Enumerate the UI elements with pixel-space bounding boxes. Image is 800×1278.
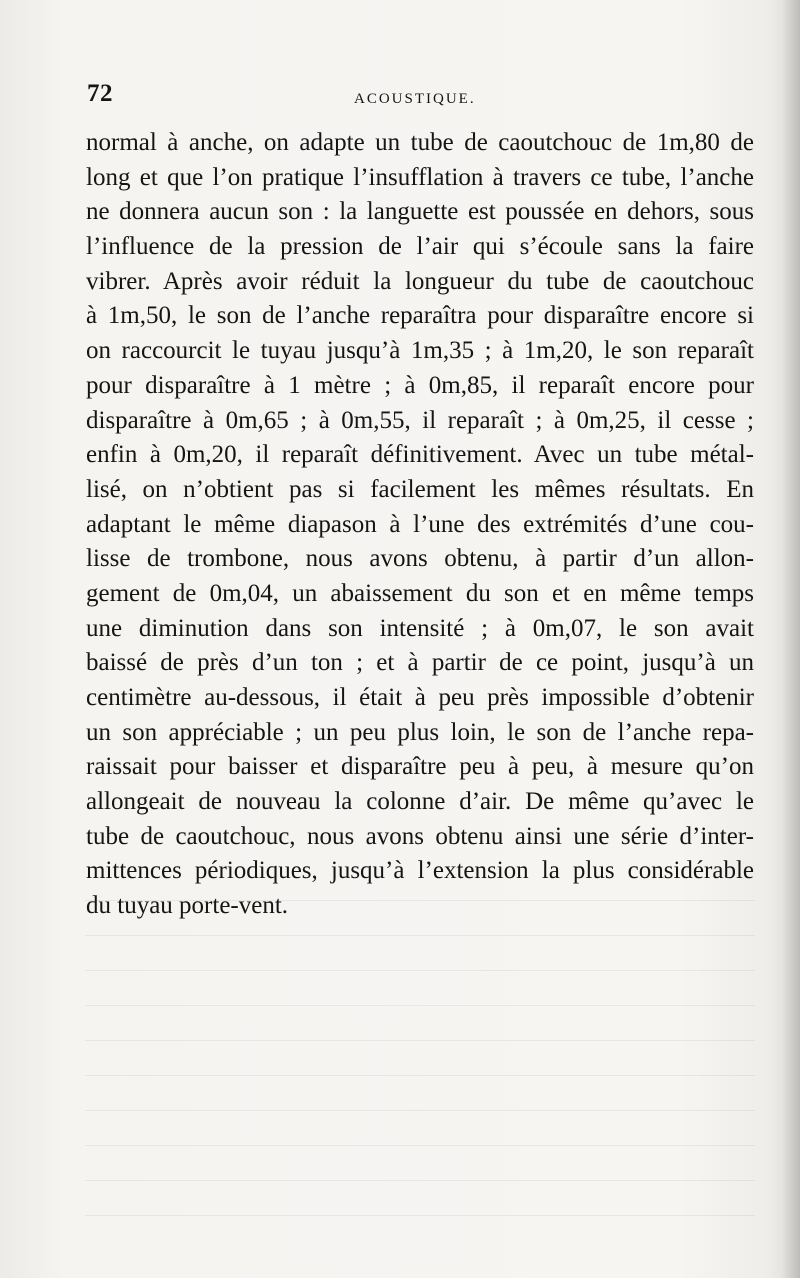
text-line: pour disparaître à 1 mètre ; à 0m,85, il reparaît encore pour — [86, 371, 754, 399]
text-line: enfin à 0m,20, il reparaît définitivement. Avec un tube métal- — [86, 441, 754, 469]
text-line: tube de caoutchouc, nous avons obtenu ainsi une série d’inter- — [86, 822, 754, 850]
page-number: 72 — [87, 80, 113, 107]
text-line: lisé, on n’obtient pas si facilement les mêmes résultats. En — [86, 475, 754, 503]
body-text — [86, 126, 754, 924]
text-line: adaptant le même diapason à l’une des extrémités d’une cou- — [86, 510, 754, 538]
text-line: baissé de près d’un ton ; et à partir de ce point, jusqu’à un — [86, 649, 754, 677]
text-line: raissait pour baisser et disparaître peu à peu, à mesure qu’on — [86, 753, 754, 781]
text-line: normal à anche, on adapte un tube de caoutchouc de 1m,80 de — [86, 129, 754, 156]
running-head: ACOUSTIQUE. — [354, 91, 476, 107]
text-line: mittences périodiques, jusqu’à l’extension la plus considérable — [86, 857, 754, 885]
text-line: lisse de trombone, nous avons obtenu, à partir d’un allon- — [86, 545, 754, 573]
text-line: allongeait de nouveau la colonne d’air. De même qu’avec le — [86, 788, 754, 816]
text-line: un son appréciable ; un peu plus loin, le son de l’anche repa- — [86, 718, 754, 746]
text-line: disparaître à 0m,65 ; à 0m,55, il reparaît ; à 0m,25, il cesse ; — [86, 406, 754, 434]
text-line: centimètre au-dessous, il était à peu près impossible d’obtenir — [86, 684, 754, 711]
text-line: on raccourcit le tuyau jusqu’à 1m,35 ; à 1m,20, le son reparaît — [86, 337, 754, 365]
text-line-last: du tuyau porte-vent. — [86, 892, 289, 920]
text-line: l’influence de la pression de l’air qui s’écoule sans la faire — [86, 233, 754, 261]
text-line: ne donnera aucun son : la languette est poussée en dehors, sous — [86, 198, 754, 226]
text-line: gement de 0m,04, un abaissement du son et en même temps — [86, 579, 754, 607]
text-line: vibrer. Après avoir réduit la longueur du tube de caoutchouc — [86, 267, 754, 295]
page-edge-shadow — [782, 0, 800, 1278]
text-line: une diminution dans son intensité ; à 0m,07, le son avait — [86, 614, 754, 642]
text-line: long et que l’on pratique l’insufflation à travers ce tube, l’anche — [86, 163, 754, 191]
text-line: à 1m,50, le son de l’anche reparaîtra pour disparaître encore si — [86, 302, 754, 330]
show-through-bleed — [85, 900, 755, 1230]
